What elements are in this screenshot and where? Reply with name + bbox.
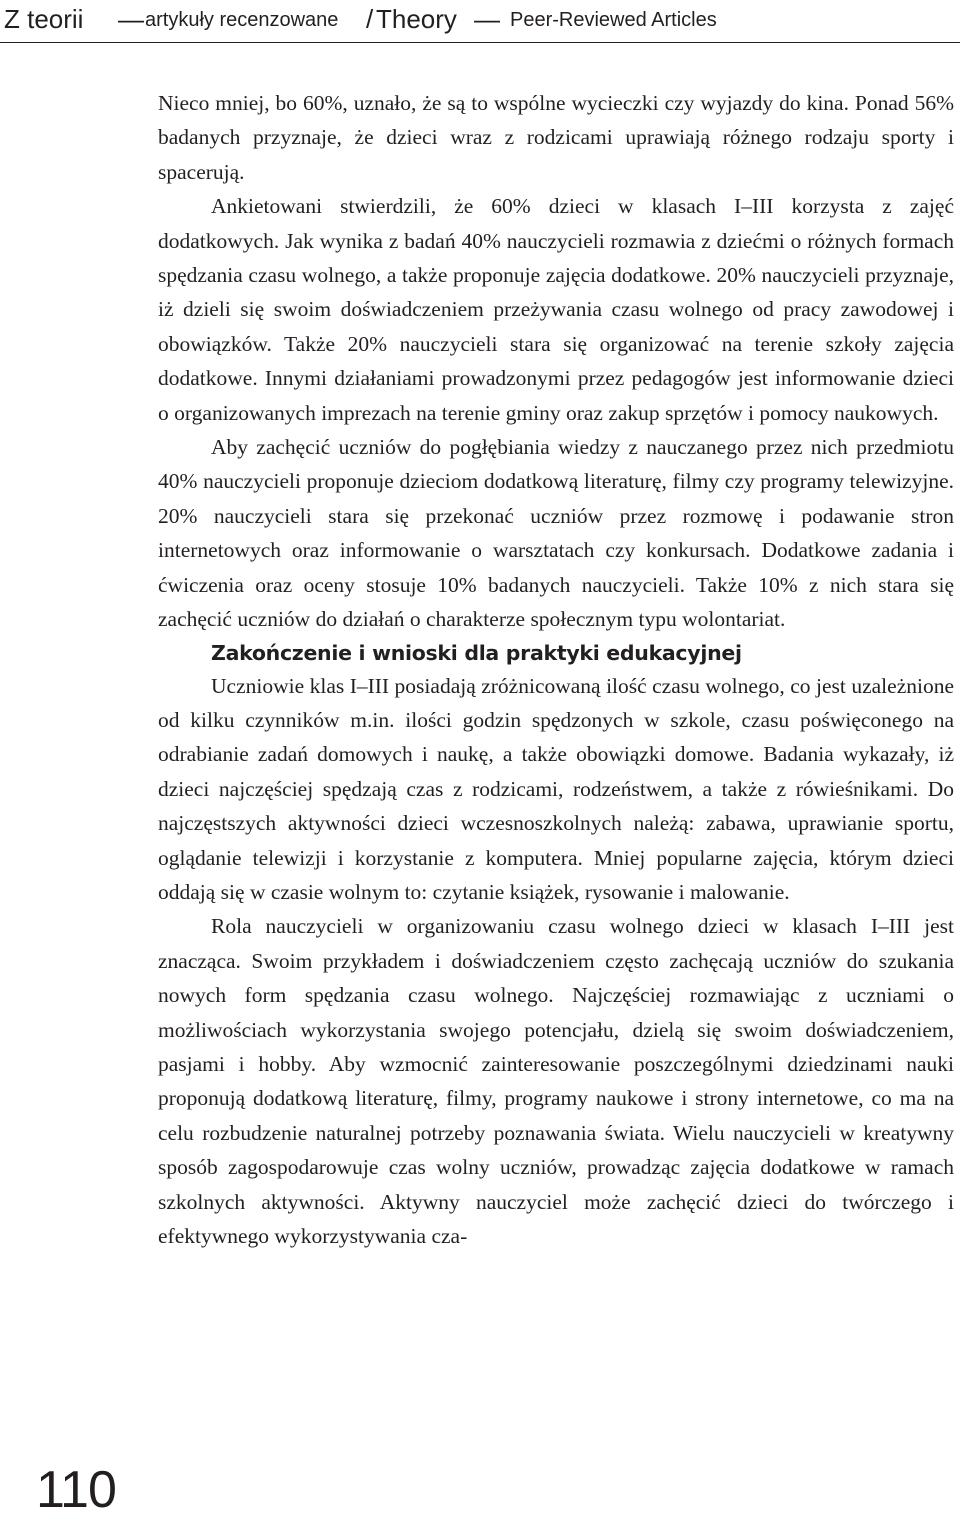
body-paragraph: Nieco mniej, bo 60%, uznało, że są to wspólne wycieczki czy wyjazdy do kina. Ponad 56% badanych przyznaje, że dzieci wraz z rodzicami uprawiają różnego rodzaju sporty i spacerują.: [158, 91, 954, 184]
body-paragraph: Aby zachęcić uczniów do pogłębiania wiedzy z nauczanego przez nich przedmiotu 40% nauczycieli proponuje dzieciom dodatkową literaturę, filmy czy programy telewizyjne. 20% nauczycieli stara się przekonać uczniów przez rozmowę i podawanie stron internetowych oraz informowanie o warsztatach czy konkursach. Dodatkowe zadania i ćwiczenia oraz oceny stosuje 10% badanych nauczycieli. Także 10% z nich stara się zachęcić uczniów do działań o charakterze społecznym typu wolontariat.: [158, 435, 954, 632]
header-slash: /: [366, 4, 374, 34]
running-header: [0, 0, 960, 43]
header-subsection-pl: artykuły recenzowane: [145, 9, 339, 31]
header-section-pl: Z teorii: [4, 4, 84, 34]
header-dash: —: [118, 4, 144, 34]
conclusion-paragraph: Uczniowie klas I–III posiadają zróżnicowaną ilość czasu wolnego, co jest uzależnione od kilku czynników m.in. ilości godzin spędzonych w szkole, czasu poświęconego na odrabianie zadań domowych i naukę, a także obowiązki domowe. Badania wykazały, iż dzieci najczęściej spędzają czas z rodzicami, rodzeństwem, a także z rówieśnikami. Do najczęstszych aktywności dzieci wczesnoszkolnych należą: zabawa, uprawianie sportu, oglądanie telewizji i korzystanie z komputera. Mniej popularne zajęcia, którym dzieci oddają się w czasie wolnym to: czytanie książek, rysowanie i malowanie.: [158, 673, 954, 904]
header-dash: —: [474, 4, 500, 34]
header-section-en: Theory: [376, 4, 457, 34]
body-paragraph: Ankietowani stwierdzili, że 60% dzieci w klasach I–III korzysta z zajęć dodatkowych. Jak wynika z badań 40% nauczycieli rozmawia z dziećmi o różnych formach spędzania czasu wolnego, a także proponuje zajęcia dodatkowe. 20% nauczycieli przyznaje, iż dzieli się swoim doświadczeniem przeżywania czasu wolnego od pracy zawodowej i obowiązków. Także 20% nauczycieli stara się organizować na terenie szkoły zajęcia dodatkowe. Innymi działaniami prowadzonymi przez pedagogów jest informowanie dzieci o organizowanych imprezach na terenie gminy oraz zakup sprzętów i pomocy naukowych.: [158, 194, 954, 425]
conclusion-paragraph: Rola nauczycieli w organizowaniu czasu wolnego dzieci w klasach I–III jest znacząca. Swoim przykładem i doświadczeniem często zachęcają uczniów do szukania nowych form spędzania czasu wolnego. Najczęściej rozmawiając z uczniami o możliwościach wykorzystania swojego potencjału, dzielą się swoim doświadczeniem, pasjami i hobby. Aby wzmocnić zainteresowanie poszczególnymi dziedzinami nauki proponują dodatkową literaturę, filmy, programy naukowe i strony internetowe, co ma na celu rozbudzenie naturalnej potrzeby poznawania świata. Wielu nauczycieli w kreatywny sposób zagospodarowuje czas wolny uczniów, prowadząc zajęcia dodatkowe w ramach szkolnych aktywności. Aktywny nauczyciel może zachęcić dzieci do twórczego i efektywnego wykorzystywania cza-: [158, 914, 954, 1248]
page-number: 110: [36, 1461, 116, 1519]
header-subsection-en: Peer-Reviewed Articles: [510, 9, 717, 31]
section-heading: Zakończenie i wnioski dla praktyki edukacyjnej: [211, 640, 742, 665]
article-body: [158, 86, 954, 1253]
